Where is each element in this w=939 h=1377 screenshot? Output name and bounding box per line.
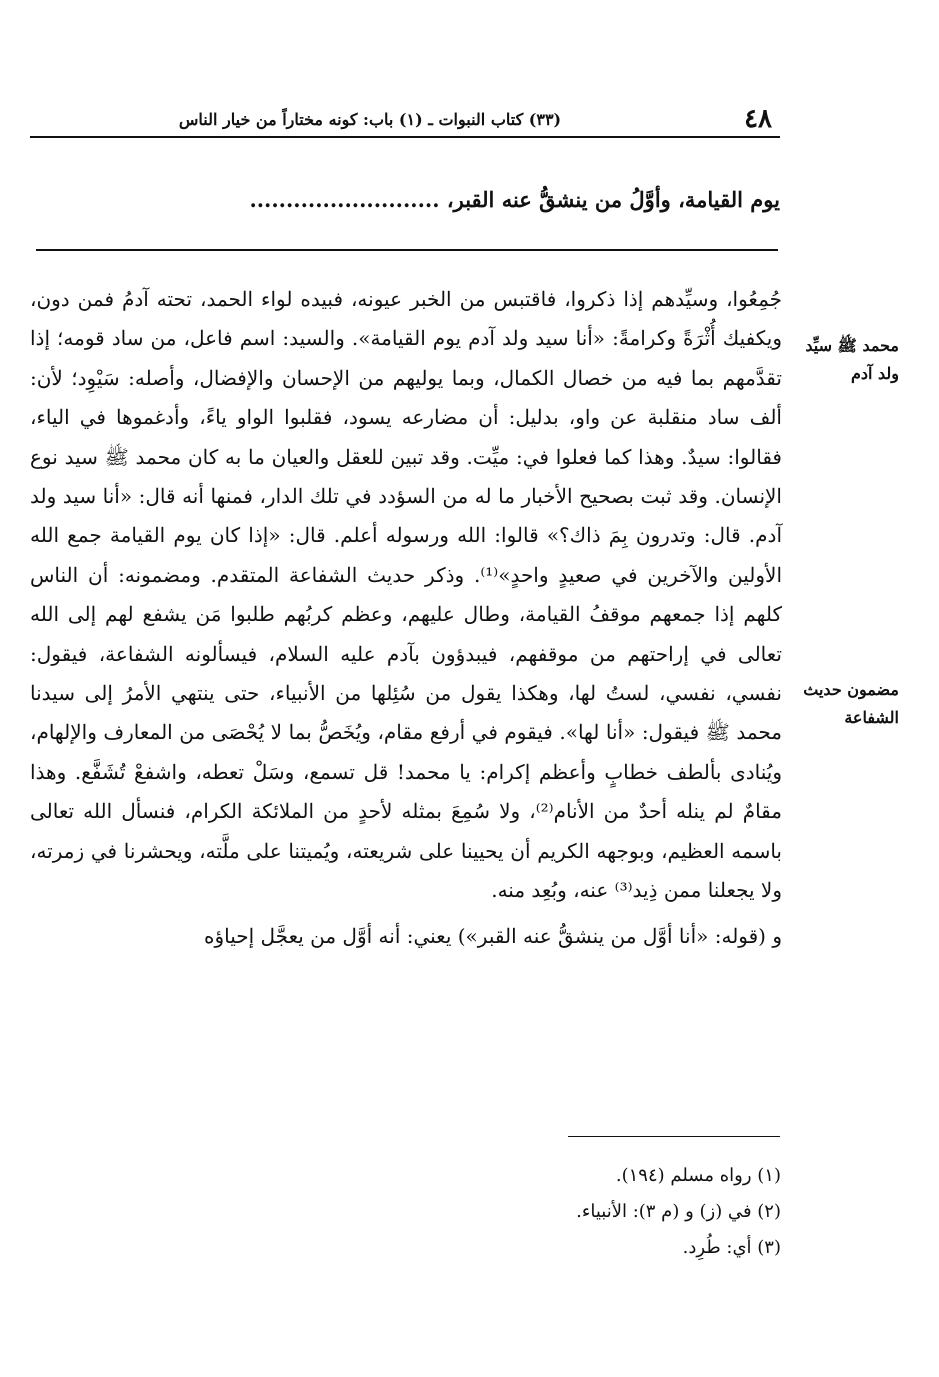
commentary-body: [30, 280, 782, 956]
footnote-divider: [568, 1136, 780, 1137]
page-header: [30, 104, 780, 138]
page-number: ٤٨: [744, 104, 772, 134]
margin-note-sayyid: محمد ﷺ سيِّد ولد آدم: [805, 336, 899, 383]
footnotes: [281, 1158, 781, 1266]
footnote-3: (٣) أي: طُرِد.: [682, 1237, 781, 1258]
margin-note-shafaa: مضمون حديث الشفاعة: [803, 680, 899, 727]
matn-text: يوم القيامة، وأوَّلُ من ينشقُّ عنه القبر، ..........................: [249, 187, 780, 212]
matn-divider: [36, 249, 778, 251]
commentary-paragraph: جُمِعُوا، وسيِّدهم إذا ذكروا، فاقتبس من الخبر عيونه، فبيده لواء الحمد، تحته آدمُ فمن دون، ويكفيك أُثْرَةً وكرامةً: «أنا سيد ولد آدم يوم القيامة». والسيد: اسم فاعل، من ساد قومه؛ إذا تقدَّمهم بما فيه من خصال الكمال، وبما يوليهم من الإحسان والإفضال، وأصله: سَيْوِد؛ لأن: ألف ساد منقلبة عن واو، بدليل: أن مضارعه يسود، فقلبوا الواو ياءً، وأدغموها في الياء، فقالوا: سيدٌ. وهذا كما فعلوا في: ميِّت. وقد تبين للعقل والعيان ما به كان محمد ﷺ سيد نوع الإنسان. وقد ثبت بصحيح الأخبار ما له من السؤدد في تلك الدار، فمنها أنه قال: «أنا سيد ولد آدم. قال: وتدرون بِمَ ذاك؟» قالوا: الله ورسوله أعلم. قال: «إذا كان يوم القيامة جمع الله الأولين والآخرين في صعيدٍ واحدٍ»⁽¹⁾. وذكر حديث الشفاعة المتقدم. ومضمونه: أن الناس كلهم إذا جمعهم موقفُ القيامة، وطال عليهم، وعظم كربُهم طلبوا مَن يشفع لهم إلى الله تعالى في إراحتهم من موقفهم، فيبدؤون بآدم عليه السلام، فيسألونه الشفاعة، فيقول: نفسي، نفسي، لستُ لها، وهكذا يقول من سُئِلها من الأنبياء، حتى ينتهي الأمرُ إلى سيدنا محمد ﷺ فيقول: «أنا لها». فيقوم في أرفع مقام، ويُخَصُّ بما لا يُحْصَى من المعارف والإلهام، ويُنادى بألطف خطابٍ وأعظم إكرام: يا محمد! قل تسمع، وسَلْ تعطه، واشفعْ تُشَفَّع. وهذا مقامٌ لم ينله أحدٌ من الأنام⁽²⁾، ولا سُمِعَ بمثله لأحدٍ من الملائكة الكرام، فنسأل الله تعالى باسمه العظيم، وبوجهه الكريم أن يحيينا على شريعته، ويُميتنا على ملَّته، ويحشرنا في زمرته، ولا يجعلنا ممن ذِيد⁽³⁾ عنه، وبُعِد منه.: [30, 287, 782, 903]
commentary-paragraph: و (قوله: «أنا أوَّل من ينشقُّ عنه القبر») يعني: أنه أوَّل من يعجَّل إحياؤه: [203, 923, 782, 948]
footnote-2: (٢) في (ز) و (م ٣): الأنبياء.: [576, 1201, 781, 1222]
running-title: (٣٣) كتاب النبوات ـ (١) باب: كونه مختاراً من خيار الناس: [178, 110, 562, 129]
footnote-1: (١) رواه مسلم (١٩٤).: [615, 1165, 781, 1186]
